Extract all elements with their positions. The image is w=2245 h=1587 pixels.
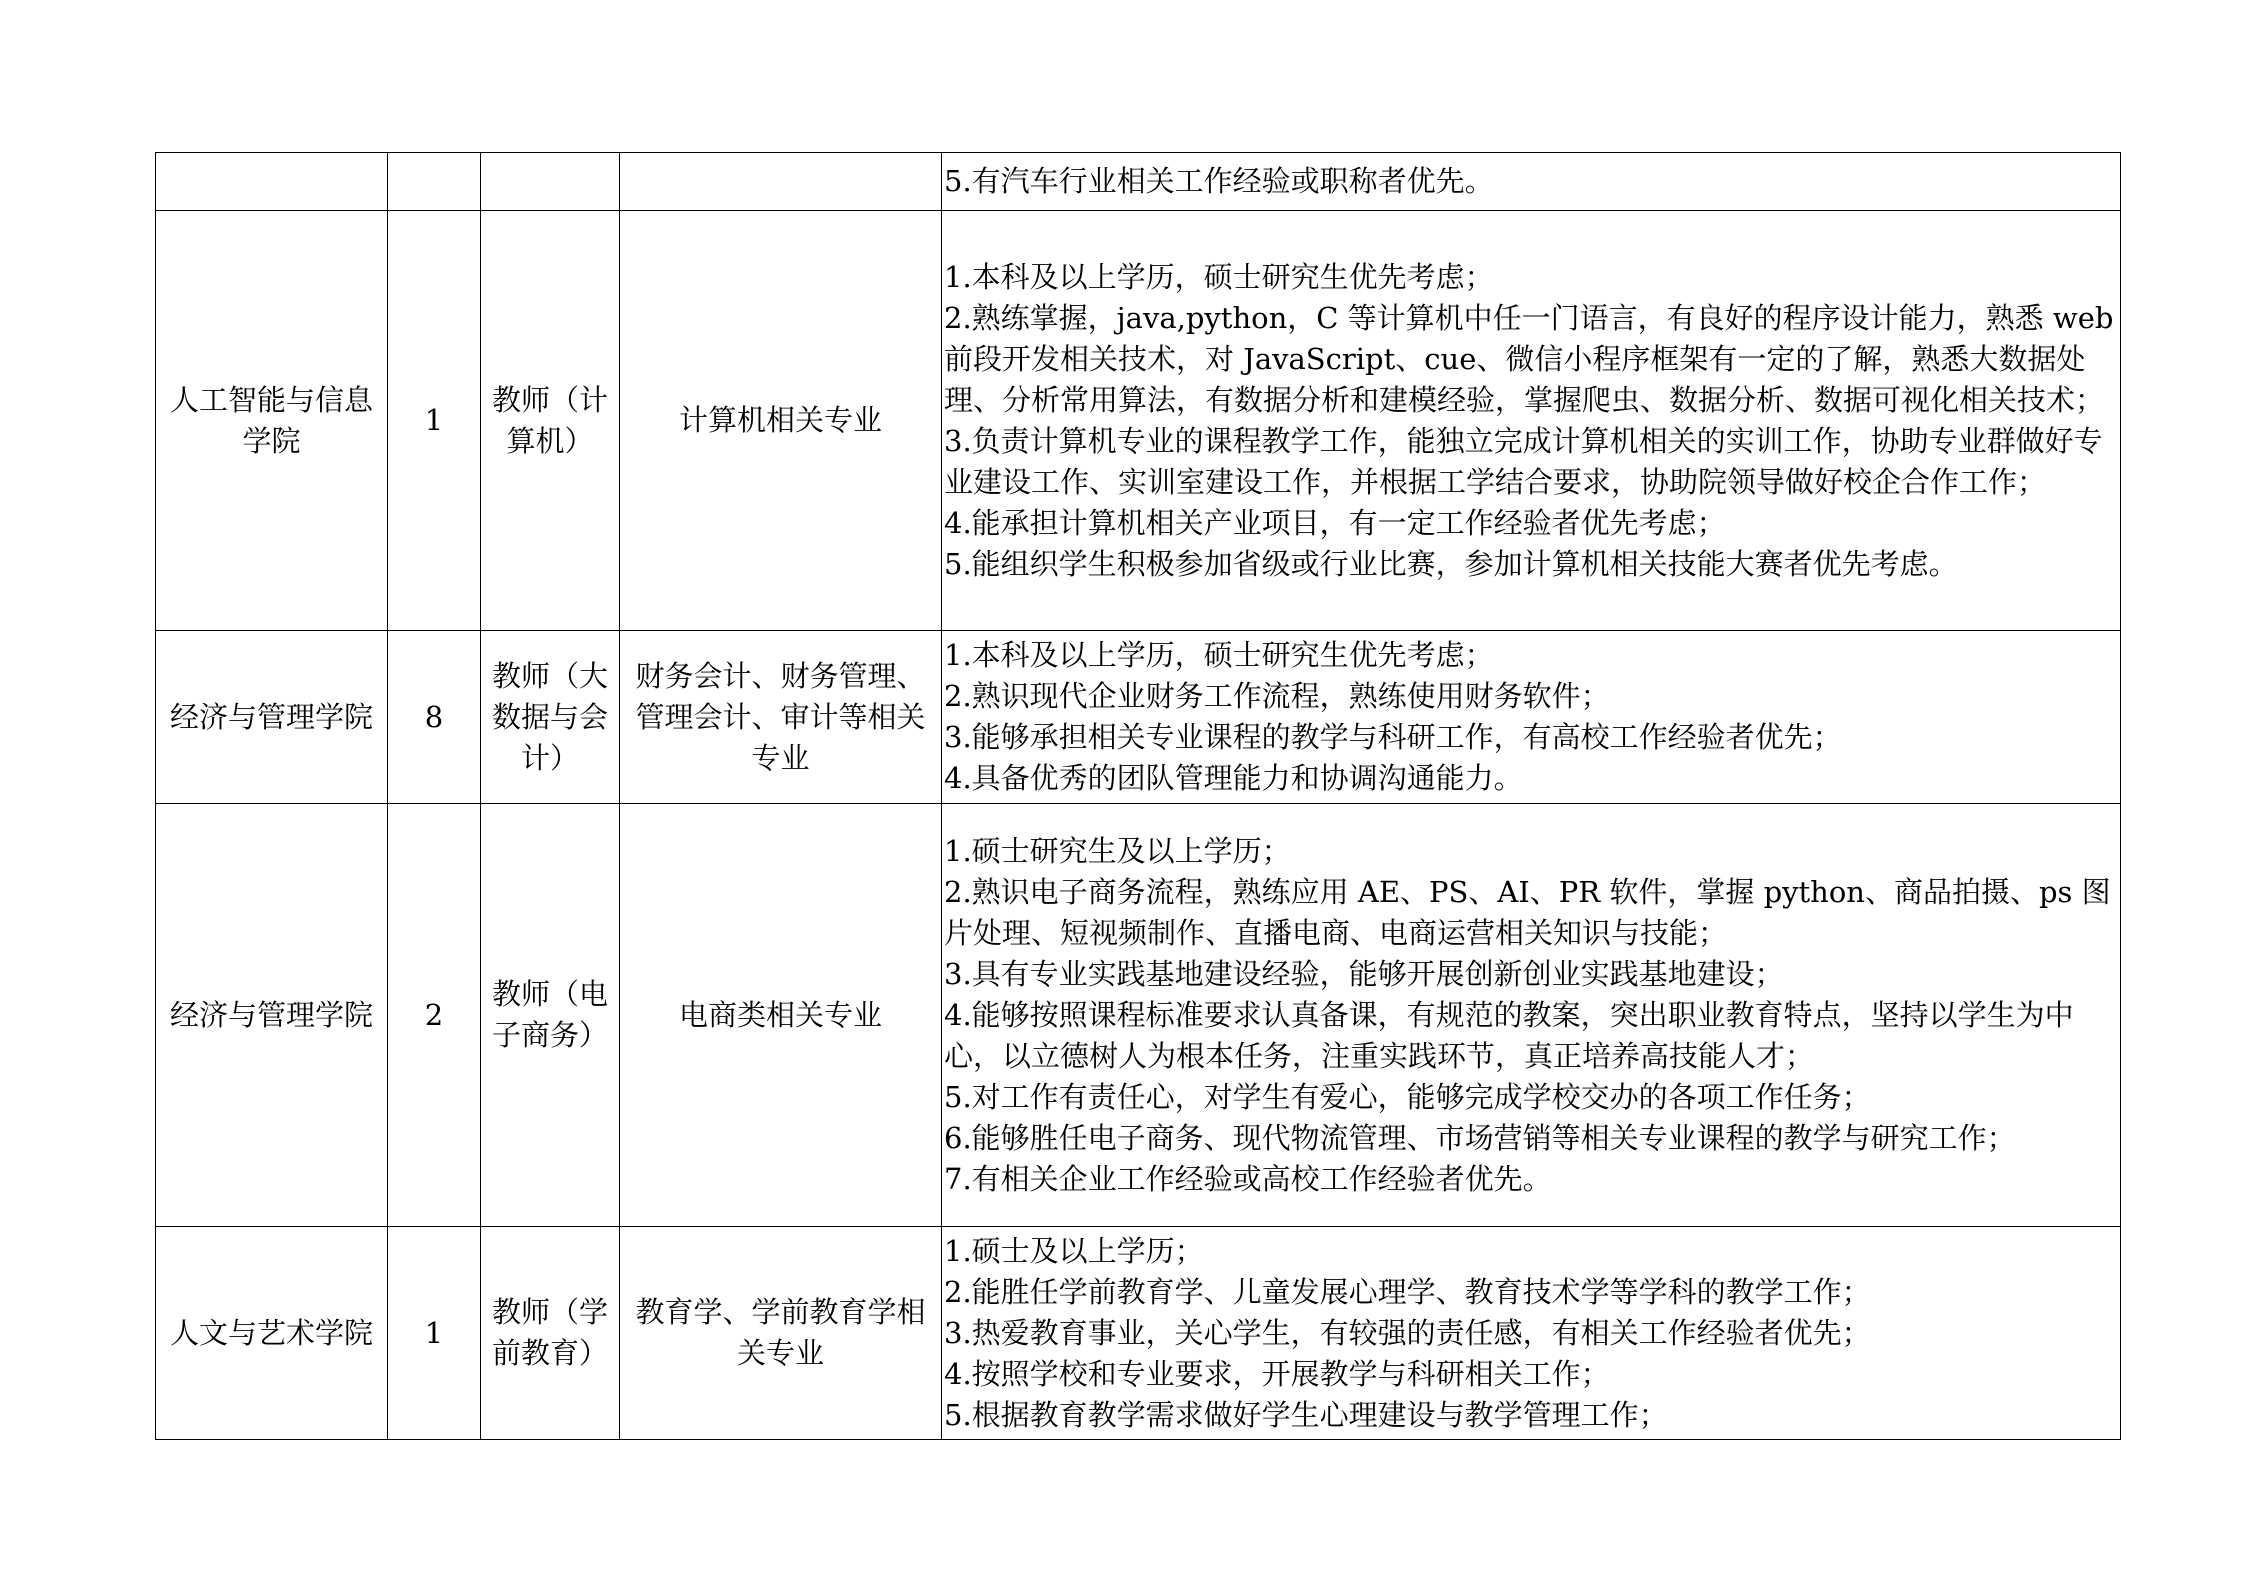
requirements-cell [942,1227,2121,1440]
major-cell: 计算机相关专业 [620,211,942,631]
table-row [156,631,2121,804]
headcount-cell: 8 [388,631,481,804]
headcount-cell: 2 [388,804,481,1227]
requirement-line: 5.对工作有责任心，对学生有爱心，能够完成学校交办的各项工作任务； [944,1079,1871,1114]
table-row [156,211,2121,631]
requirement-line: 1.硕士研究生及以上学历； [944,833,1291,868]
requirement-line: 1.硕士及以上学历； [944,1233,1204,1268]
requirement-line: 2.熟识电子商务流程，熟练应用 AE、PS、AI、PR 软件，掌握 python、商品拍摄、ps 图片处理、短视频制作、直播电商、电商运营相关知识与技能； [944,874,2111,950]
requirement-line: 3.热爱教育事业，关心学生，有较强的责任感，有相关工作经验者优先； [944,1315,1871,1350]
major-cell [620,153,942,211]
requirements-cell [942,804,2121,1227]
requirement-line: 3.能够承担相关专业课程的教学与科研工作，有高校工作经验者优先； [944,720,1842,754]
major-cell: 电商类相关专业 [620,804,942,1227]
requirement-line: 1.本科及以上学历，硕士研究生优先考虑； [944,259,1494,294]
requirement-line: 4.具备优秀的团队管理能力和协调沟通能力。 [944,761,1523,795]
requirement-line: 3.负责计算机专业的课程教学工作，能独立完成计算机相关的实训工作，协助专业群做好专业建设工作、实训室建设工作，并根据工学结合要求，协助院领导做好校企合作工作； [944,423,2103,499]
position-cell [481,153,620,211]
table-row [156,1227,2121,1440]
college-cell: 经济与管理学院 [156,631,388,804]
requirement-line: 5.能组织学生积极参加省级或行业比赛，参加计算机相关技能大赛者优先考虑。 [944,546,1958,581]
requirements-cell [942,631,2121,804]
requirement-line: 5.有汽车行业相关工作经验或职称者优先。 [944,164,1494,198]
table-row [156,153,2121,211]
headcount-cell [388,153,481,211]
college-cell: 人文与艺术学院 [156,1227,388,1440]
headcount-cell: 1 [388,211,481,631]
recruitment-table [155,152,2121,1440]
requirement-line: 4.能够按照课程标准要求认真备课，有规范的教案，突出职业教育特点，坚持以学生为中心，以立德树人为根本任务，注重实践环节，真正培养高技能人才； [944,997,2074,1073]
requirement-line: 1.本科及以上学历，硕士研究生优先考虑； [944,638,1494,672]
position-cell: 教师（大数据与会计） [481,631,620,804]
headcount-cell: 1 [388,1227,481,1440]
requirement-line: 3.具有专业实践基地建设经验，能够开展创新创业实践基地建设； [944,956,1784,991]
position-cell: 教师（计算机） [481,211,620,631]
requirement-line: 7.有相关企业工作经验或高校工作经验者优先。 [944,1161,1552,1196]
requirement-line: 4.能承担计算机相关产业项目，有一定工作经验者优先考虑； [944,505,1726,540]
requirements-cell [942,153,2121,211]
requirement-line: 5.根据教育教学需求做好学生心理建设与教学管理工作； [944,1397,1668,1432]
requirements-cell [942,211,2121,631]
requirement-line: 6.能够胜任电子商务、现代物流管理、市场营销等相关专业课程的教学与研究工作； [944,1120,2016,1155]
requirement-line: 2.熟识现代企业财务工作流程，熟练使用财务软件； [944,679,1610,713]
position-cell: 教师（电子商务） [481,804,620,1227]
position-cell: 教师（学前教育） [481,1227,620,1440]
major-cell: 财务会计、财务管理、管理会计、审计等相关专业 [620,631,942,804]
requirement-line: 2.熟练掌握，java,python，C 等计算机中任一门语言，有良好的程序设计能力，熟悉 web 前段开发相关技术，对 JavaScript、cue、微信小程序框架有一定的了解，熟悉大数据处理、分析常用算法，有数据分析和建模经验，掌握爬虫、数据分析、数据可视化相关技术； [944,300,2114,417]
college-cell: 经济与管理学院 [156,804,388,1227]
college-cell [156,153,388,211]
requirement-line: 4.按照学校和专业要求，开展教学与科研相关工作； [944,1356,1610,1391]
major-cell: 教育学、学前教育学相关专业 [620,1227,942,1440]
table-row [156,804,2121,1227]
college-cell: 人工智能与信息学院 [156,211,388,631]
requirement-line: 2.能胜任学前教育学、儿童发展心理学、教育技术学等学科的教学工作； [944,1274,1871,1309]
